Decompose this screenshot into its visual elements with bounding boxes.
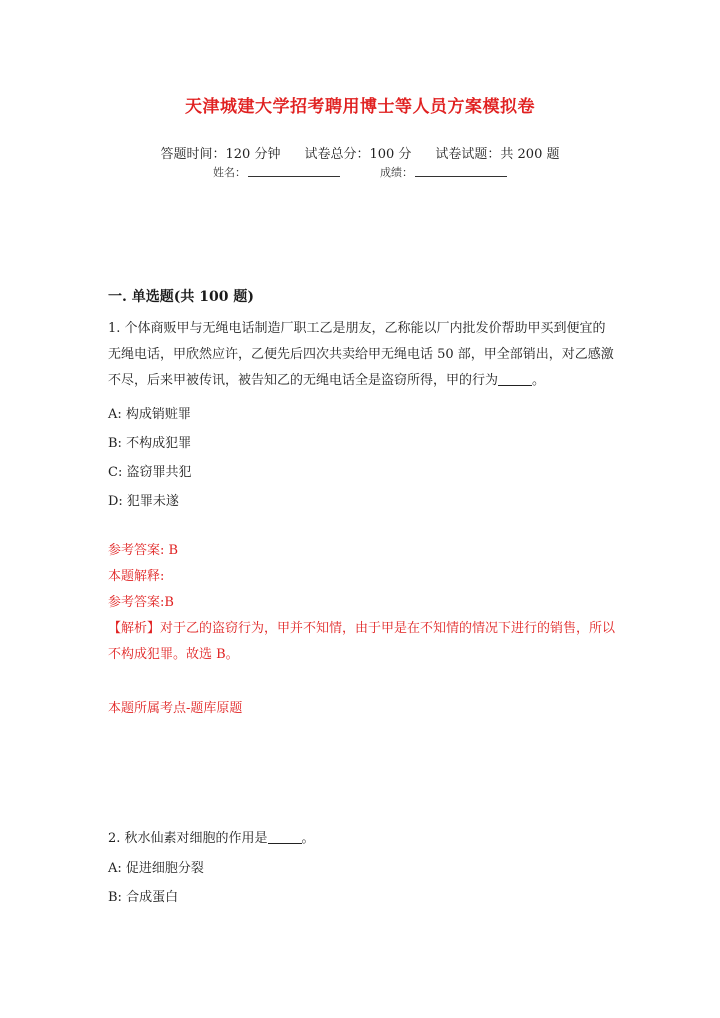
question-2-stem: 2. 秋水仙素对细胞的作用是 xyxy=(108,831,268,846)
question-2-text xyxy=(108,826,618,852)
score-label: 成绩： xyxy=(380,166,413,179)
question-count: 试卷试题：共 200 题 xyxy=(435,147,560,162)
option-d: D: 犯罪未遂 xyxy=(108,494,179,509)
analysis-body: 对于乙的盗窃行为，甲并不知情，由于甲是在不知情的情况下进行的销售，所以不构成犯罪。故选 B。 xyxy=(108,621,616,662)
analysis-tag: 【解析】 xyxy=(108,621,161,636)
name-field xyxy=(213,164,340,180)
name-score-line xyxy=(0,164,720,180)
total-score: 试卷总分：100 分 xyxy=(304,147,412,162)
option-b: B: 不构成犯罪 xyxy=(108,436,192,451)
question-2 xyxy=(108,826,618,912)
question-1-text xyxy=(108,316,618,394)
reference-answer: 参考答案: B xyxy=(108,543,179,558)
analysis-text xyxy=(108,616,618,668)
section-heading: 一. 单选题(共 100 题) xyxy=(108,289,254,305)
question-2-stem-end: 。 xyxy=(301,831,315,846)
exam-title: 天津城建大学招考聘用博士等人员方案模拟卷 xyxy=(185,97,535,117)
name-label: 姓名： xyxy=(213,166,246,179)
option-b: B: 合成蛋白 xyxy=(108,890,179,905)
name-blank xyxy=(248,166,340,177)
option-a: A: 促进细胞分裂 xyxy=(108,861,204,876)
answer-blank xyxy=(498,373,532,386)
score-field xyxy=(380,164,507,180)
question-1-stem-end: 。 xyxy=(532,373,546,388)
question-1 xyxy=(108,316,618,722)
answer-time: 答题时间：120 分钟 xyxy=(160,147,281,162)
explanation-label: 本题解释: xyxy=(108,569,165,584)
exam-meta xyxy=(0,143,720,162)
question-source: 本题所属考点-题库原题 xyxy=(108,701,243,716)
option-a: A: 构成销赃罪 xyxy=(108,407,191,422)
option-c: C: 盗窃罪共犯 xyxy=(108,465,192,480)
answer-blank xyxy=(268,831,302,844)
reference-answer-2: 参考答案:B xyxy=(108,595,174,610)
question-1-stem: 1. 个体商贩甲与无绳电话制造厂职工乙是朋友，乙称能以厂内批发价帮助甲买到便宜的无绳电话，甲欣然应许，乙便先后四次共卖给甲无绳电话 50 部，甲全部销出，对乙感激不尽，后来甲被传讯，被告知乙的无绳电话全是盗窃所得，甲的行为 xyxy=(108,321,614,388)
score-blank xyxy=(415,166,507,177)
